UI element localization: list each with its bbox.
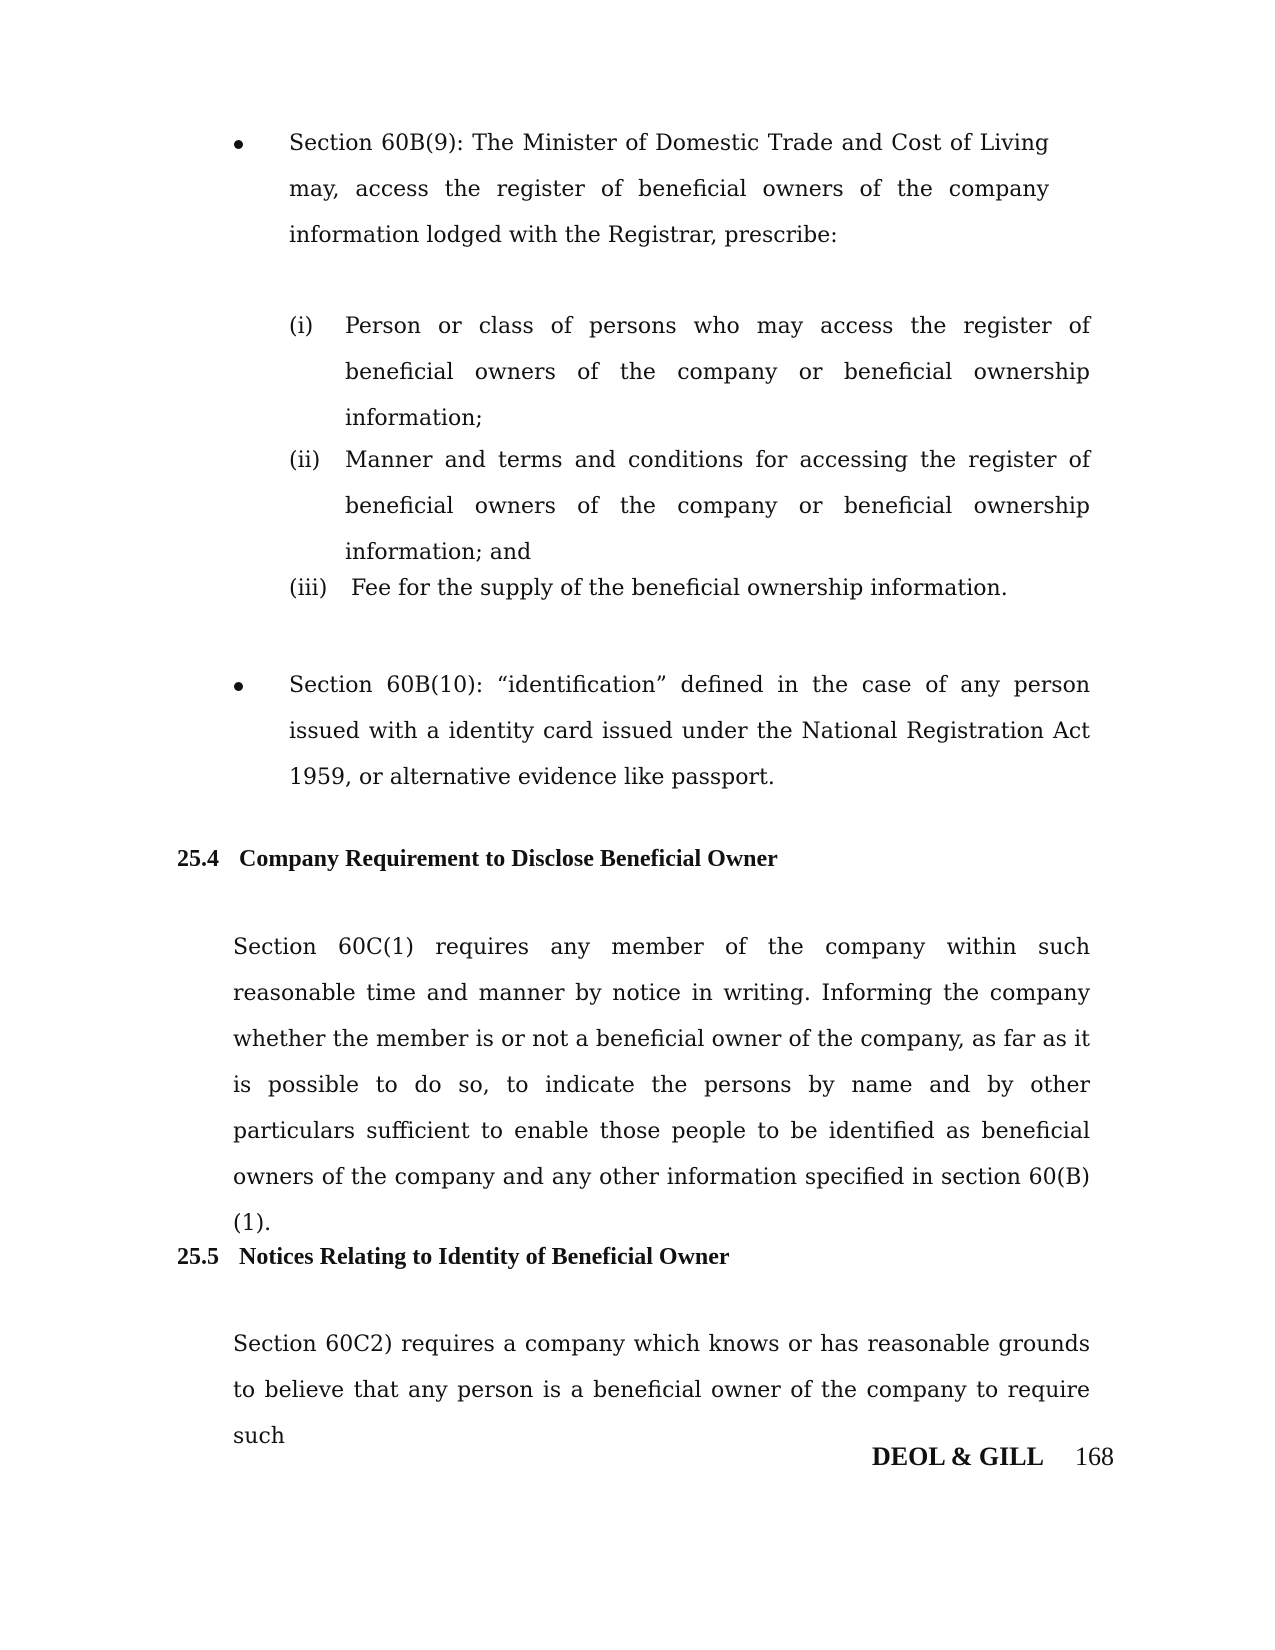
section-title: Company Requirement to Disclose Beneficial Owner: [239, 846, 778, 872]
sub-item-number: (ii): [289, 448, 321, 473]
section-number: 25.5: [177, 1244, 219, 1270]
bullet-text-60b9: Section 60B(9): The Minister of Domestic Trade and Cost of Living may, access the register of beneficial owners of the company information lodged with the Registrar, prescribe:: [289, 131, 1049, 248]
bullet-text-60b10: Section 60B(10): “identification” defined in the case of any person issued with a identity card issued under the National Registration Act 1959, or alternative evidence like passport.: [289, 673, 1090, 790]
section-body-25-5: Section 60C2) requires a company which knows or has reasonable grounds to believe that any person is a beneficial owner of the company to require such: [233, 1332, 1090, 1449]
footer-brand: DEOL & GILL: [872, 1442, 1044, 1471]
section-title: Notices Relating to Identity of Beneficial Owner: [239, 1244, 730, 1270]
sub-item-number: (iii): [289, 576, 328, 601]
bullet-marker: [234, 682, 243, 691]
section-body-25-4: Section 60C(1) requires any member of the company within such reasonable time and manner by notice in writing. Informing the company whether the member is or not a beneficial owner of the company, as far as it is possible to do so, to indicate the persons by name and by other particulars sufficient to enable those people to be identified as beneficial owners of the company and any other information specified in section 60(B)(1).: [233, 935, 1090, 1236]
section-number: 25.4: [177, 846, 219, 872]
sub-item-text: Fee for the supply of the beneficial ownership information.: [351, 576, 1008, 601]
section-heading-25-5: [177, 1241, 730, 1273]
sub-item-number: (i): [289, 314, 314, 339]
sub-item-text: Manner and terms and conditions for accessing the register of beneficial owners of the company or beneficial ownership information; and: [345, 448, 1090, 565]
section-heading-25-4: [177, 843, 778, 875]
page-number: 168: [1074, 1442, 1114, 1471]
sub-item-text: Person or class of persons who may access the register of beneficial owners of the company or beneficial ownership information;: [345, 314, 1090, 431]
bullet-marker: [234, 140, 243, 149]
page-footer: [872, 1441, 1114, 1473]
